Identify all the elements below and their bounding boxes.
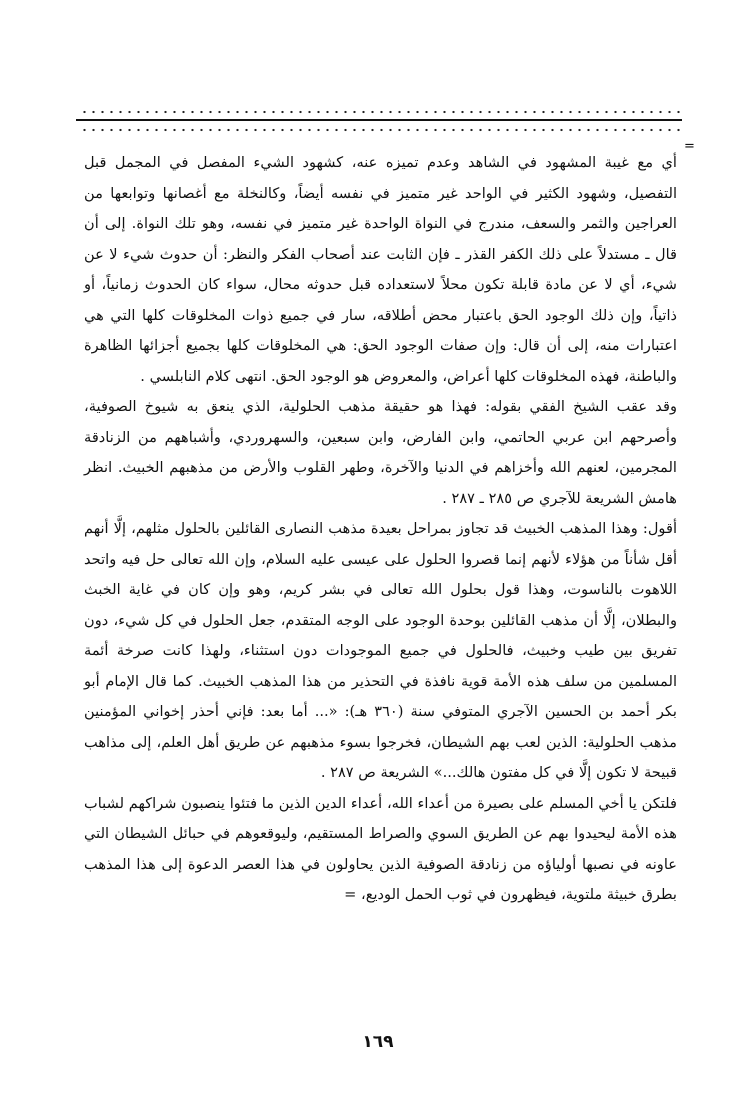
- page-number: ١٦٩: [362, 1032, 394, 1052]
- header-dotted-rule-bottom: [80, 128, 680, 132]
- paragraph: أي مع غيبة المشهود في الشاهد وعدم تميزه عنه، كشهود الشيء المفصل في المجمل قبل التفصيل، وشهود الكثير في الواحد غير متميز في نفسه أيضاً، وكالنخلة مع أغصانها وتوابعها من العراجين والثمر والسعف، مندرج في النواة الواحدة غير متميز في نفسه، وهو تلك النواة. إلى أن قال ـ مستدلاً على ذلك الكفر القذر ـ فإن الثابت عند أصحاب الفكر والنظر: أن حدوث شيء لا عن شيء، أي لا عن مادة قابلة تكون محلاً لاستعداده قبل حدوثه محال، سواء كان الحدوث زمانياً، أو ذاتياً، وإن ذلك الوجود الحق باعتبار محض أطلاقه، سار في جميع ذوات المخلوقات كلها التي هي اعتبارات منه، إلى أن قال: وإن صفات الوجود الحق: هي المخلوقات كلها بجميع أجزائها الظاهرة والباطنة، فهذه المخلوقات كلها أعراض، والمعروض هو الوجود الحق. انتهى كلام النابلسي .: [84, 154, 677, 385]
- paragraph: أقول: وهذا المذهب الخبيث قد تجاوز بمراحل بعيدة مذهب النصارى القائلين بالحلول مثلهم، إلَّا أنهم أقل شأناً من هؤلاء لأنهم إنما قصروا الحلول على عيسى عليه السلام، وإن الله تعالى حل فيه واتحد اللاهوت بالناسوت، وهذا قول بحلول الله تعالى في بشر كريم، وهو وإن كان في غاية الخبث والبطلان، إلَّا أن مذهب القائلين بوحدة الوجود على الوجه المتقدم، جعل الحلول في كل شيء، دون تفريق بين طيب وخبيث، فالحلول في جميع الموجودات دون استثناء، ولهذا كانت صرخة أئمة المسلمين من سلف هذه الأمة قوية نافذة في التحذير من هذا المذهب الخبيث. كما قال الإمام أبو بكر أحمد بن الحسين الآجري المتوفي سنة (٣٦٠ هـ): «... أما بعد: فإني أحذر إخواني المؤمنين مذهب الحلولية: الذين لعب بهم الشيطان، فخرجوا بسوء مذهبهم عن طريق أهل العلم، إلى مذاهب قبيحة لا تكون إلَّا في كل مفتون هالك...» الشريعة ص ٢٨٧ .: [84, 520, 677, 781]
- paragraph: وقد عقب الشيخ الفقي بقوله: فهذا هو حقيقة مذهب الحلولية، الذي ينعق به شيوخ الصوفية، وأصرحهم ابن عربي الحاتمي، وابن الفارض، وابن سبعين، والسهروردي، وأشباههم من الزنادقة المجرمين، لعنهم الله وأخزاهم في الدنيا والآخرة، وطهر القلوب والأرض من مذهبهم الخبيث. انظر هامش الشريعة للآجري ص ٢٨٥ ـ ٢٨٧ .: [84, 398, 677, 507]
- footnote-text: [84, 148, 677, 911]
- header-solid-rule: [76, 119, 682, 121]
- paragraph: فلتكن يا أخي المسلم على بصيرة من أعداء الله، أعداء الدين الذين ما فتئوا ينصبون شراكهم لشباب هذه الأمة ليحيدوا بهم عن الطريق السوي والصراط المستقيم، وليوقعوهم في حبائل الشيطان التي عاونه في نصبها أولياؤه من زنادقة الصوفية الذين يحاولون في هذا العصر الدعوة إلى هذا المذهب بطرق خبيثة ملتوية، فيظهرون في ثوب الحمل الوديع، =: [84, 794, 677, 903]
- continuation-mark: =: [684, 139, 695, 154]
- header-dotted-rule-top: [80, 110, 680, 114]
